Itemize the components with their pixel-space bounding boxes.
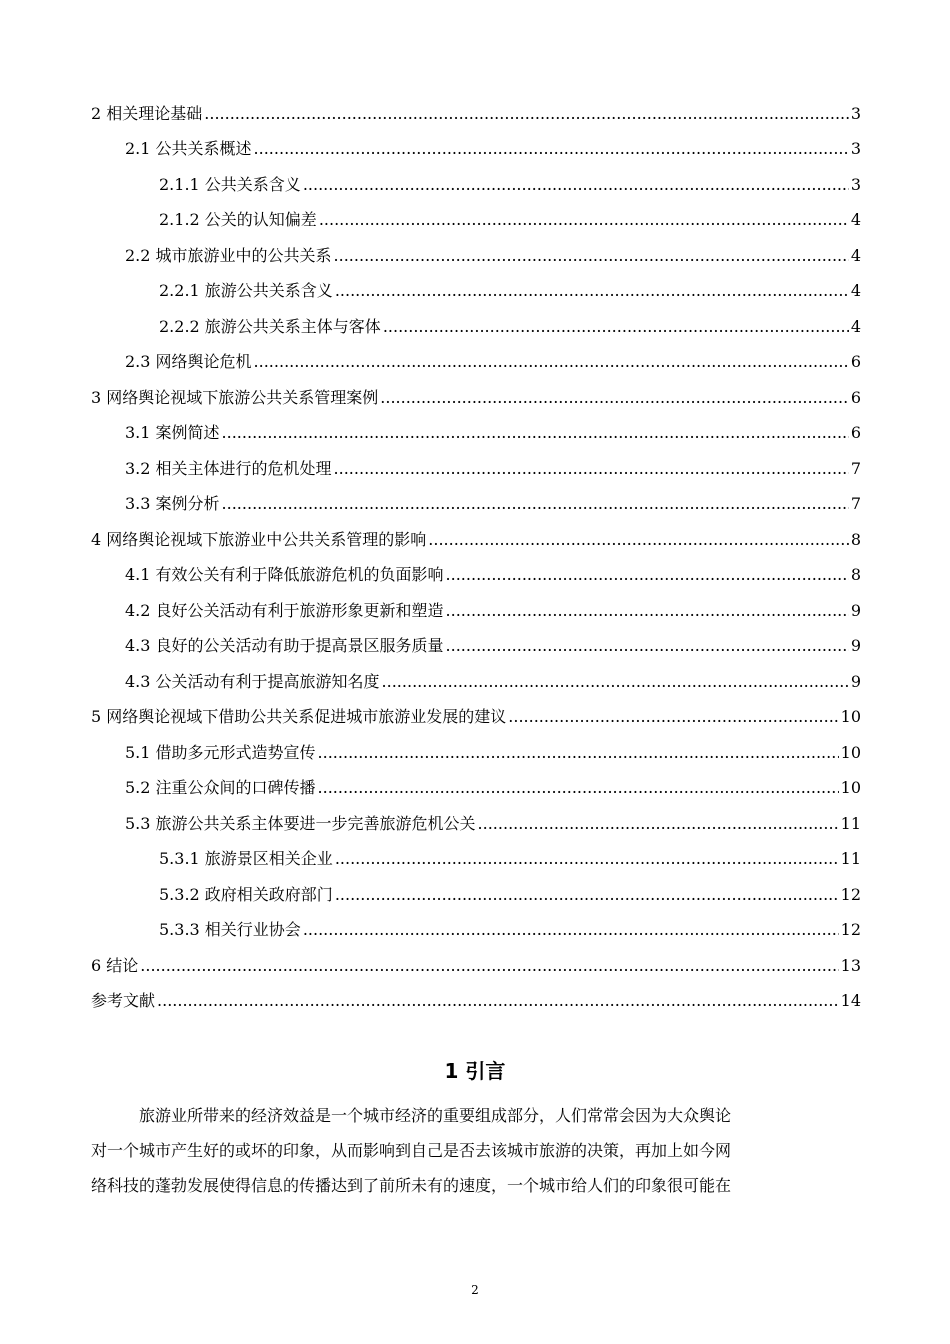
toc-entry-page: 7 — [850, 458, 861, 478]
toc-entry-page: 14 — [840, 991, 861, 1010]
toc-leader-dots — [508, 707, 838, 727]
toc-leader-dots — [204, 104, 849, 124]
toc-leader-dots — [446, 601, 849, 621]
toc-entry[interactable] — [91, 727, 861, 763]
table-of-contents — [91, 88, 861, 1011]
toc-entry[interactable] — [91, 905, 861, 941]
toc-entry[interactable] — [91, 585, 861, 621]
toc-entry-title: 2.2 城市旅游业中的公共关系 — [125, 245, 332, 265]
toc-entry-page: 7 — [850, 494, 861, 513]
toc-entry-title: 2.1 公共关系概述 — [125, 139, 252, 158]
toc-leader-dots — [222, 423, 849, 443]
toc-entry-title: 参考文献 — [91, 991, 156, 1010]
toc-leader-dots — [254, 139, 849, 159]
toc-entry[interactable] — [91, 763, 861, 799]
toc-leader-dots — [446, 565, 849, 585]
toc-entry[interactable] — [91, 301, 861, 337]
toc-entry-title: 2.1.1 公共关系含义 — [159, 174, 301, 194]
toc-leader-dots — [428, 530, 849, 550]
toc-entry-page: 10 — [840, 742, 861, 762]
toc-entry-title: 3 网络舆论视域下旅游公共关系管理案例 — [91, 387, 379, 407]
toc-entry[interactable] — [91, 550, 861, 586]
toc-entry[interactable] — [91, 443, 861, 479]
toc-entry-page: 11 — [840, 849, 861, 868]
toc-entry-title: 4.3 良好的公关活动有助于提高景区服务质量 — [125, 636, 444, 655]
toc-entry[interactable] — [91, 940, 861, 976]
page-number: 2 — [471, 1283, 479, 1297]
toc-leader-dots — [318, 743, 839, 763]
toc-entry-title: 2.2.2 旅游公共关系主体与客体 — [159, 316, 381, 336]
toc-entry-page: 4 — [850, 210, 861, 229]
toc-entry-page: 3 — [850, 103, 861, 123]
toc-entry-page: 4 — [850, 281, 861, 300]
toc-entry[interactable] — [91, 621, 861, 657]
toc-entry[interactable] — [91, 514, 861, 550]
toc-entry-page: 8 — [850, 565, 861, 584]
toc-entry-page: 4 — [850, 316, 861, 336]
toc-entry[interactable] — [91, 834, 861, 870]
toc-entry-title: 6 结论 — [91, 955, 139, 975]
toc-leader-dots — [140, 956, 838, 976]
toc-entry[interactable] — [91, 372, 861, 408]
toc-entry[interactable] — [91, 479, 861, 515]
toc-entry-title: 2.3 网络舆论危机 — [125, 352, 252, 371]
paragraph-line: 络科技的蓬勃发展使得信息的传播达到了前所未有的速度，一个城市给人们的印象很可能在 — [91, 1176, 732, 1195]
section-paragraph — [91, 1098, 861, 1203]
toc-entry-title: 2.1.2 公关的认知偏差 — [159, 210, 317, 229]
toc-entry-page: 12 — [840, 884, 861, 904]
toc-entry-page: 10 — [840, 778, 861, 797]
toc-entry-title: 5.3.3 相关行业协会 — [159, 920, 301, 939]
section-heading: 1 引言 — [444, 1059, 506, 1083]
toc-entry-page: 13 — [840, 955, 861, 975]
toc-entry-title: 4.3 公关活动有利于提高旅游知名度 — [125, 671, 380, 691]
toc-entry-title: 5.3.1 旅游景区相关企业 — [159, 849, 333, 868]
toc-entry-page: 12 — [840, 920, 861, 939]
toc-entry[interactable] — [91, 88, 861, 124]
toc-entry-page: 3 — [850, 139, 861, 158]
toc-entry-title: 5.3 旅游公共关系主体要进一步完善旅游危机公关 — [125, 813, 476, 833]
toc-entry-page: 3 — [850, 174, 861, 194]
toc-entry-page: 9 — [850, 636, 861, 655]
toc-entry[interactable] — [91, 408, 861, 444]
toc-entry-title: 4.1 有效公关有利于降低旅游危机的负面影响 — [125, 565, 444, 584]
toc-leader-dots — [446, 636, 849, 656]
toc-entry-title: 2 相关理论基础 — [91, 103, 203, 123]
toc-entry-title: 3.3 案例分析 — [125, 494, 220, 513]
paragraph-line: 旅游业所带来的经济效益是一个城市经济的重要组成部分，人们常常会因为大众舆论 — [139, 1106, 732, 1125]
paragraph-line: 对一个城市产生好的或坏的印象，从而影响到自己是否去该城市旅游的决策，再加上如今网 — [91, 1141, 732, 1160]
toc-leader-dots — [157, 991, 839, 1011]
toc-entry-page: 9 — [850, 600, 861, 620]
toc-leader-dots — [382, 672, 849, 692]
toc-entry[interactable] — [91, 266, 861, 302]
toc-entry-page: 6 — [850, 352, 861, 371]
toc-entry-title: 5.2 注重公众间的口碑传播 — [125, 778, 316, 797]
toc-entry-title: 5.3.2 政府相关政府部门 — [159, 884, 333, 904]
toc-entry[interactable] — [91, 798, 861, 834]
toc-leader-dots — [380, 388, 849, 408]
toc-entry-title: 5 网络舆论视域下借助公共关系促进城市旅游业发展的建议 — [91, 707, 507, 726]
toc-entry[interactable] — [91, 976, 861, 1012]
toc-entry[interactable] — [91, 195, 861, 231]
toc-leader-dots — [335, 281, 849, 301]
toc-leader-dots — [478, 814, 839, 834]
toc-entry-page: 4 — [850, 245, 861, 265]
toc-leader-dots — [334, 459, 849, 479]
toc-entry-page: 9 — [850, 671, 861, 691]
toc-leader-dots — [318, 778, 839, 798]
toc-leader-dots — [303, 920, 839, 940]
toc-entry[interactable] — [91, 869, 861, 905]
toc-entry[interactable] — [91, 230, 861, 266]
toc-entry-title: 4.2 良好公关活动有利于旅游形象更新和塑造 — [125, 600, 444, 620]
toc-leader-dots — [254, 352, 849, 372]
toc-entry-title: 5.1 借助多元形式造势宣传 — [125, 742, 316, 762]
toc-leader-dots — [335, 849, 839, 869]
toc-leader-dots — [319, 210, 849, 230]
toc-entry-page: 11 — [840, 813, 861, 833]
toc-entry-page: 8 — [850, 529, 861, 549]
toc-entry-title: 3.2 相关主体进行的危机处理 — [125, 458, 332, 478]
toc-entry[interactable] — [91, 124, 861, 160]
toc-entry-page: 6 — [850, 387, 861, 407]
toc-entry-title: 4 网络舆论视域下旅游业中公共关系管理的影响 — [91, 529, 427, 549]
toc-entry[interactable] — [91, 159, 861, 195]
toc-leader-dots — [222, 494, 849, 514]
toc-entry-page: 6 — [850, 423, 861, 442]
toc-entry[interactable] — [91, 656, 861, 692]
toc-entry-title: 3.1 案例简述 — [125, 423, 220, 442]
toc-entry-page: 10 — [840, 707, 861, 726]
toc-entry-title: 2.2.1 旅游公共关系含义 — [159, 281, 333, 300]
toc-leader-dots — [334, 246, 849, 266]
toc-entry[interactable] — [91, 692, 861, 728]
toc-leader-dots — [303, 175, 849, 195]
toc-leader-dots — [383, 317, 849, 337]
toc-leader-dots — [335, 885, 839, 905]
toc-entry[interactable] — [91, 337, 861, 373]
